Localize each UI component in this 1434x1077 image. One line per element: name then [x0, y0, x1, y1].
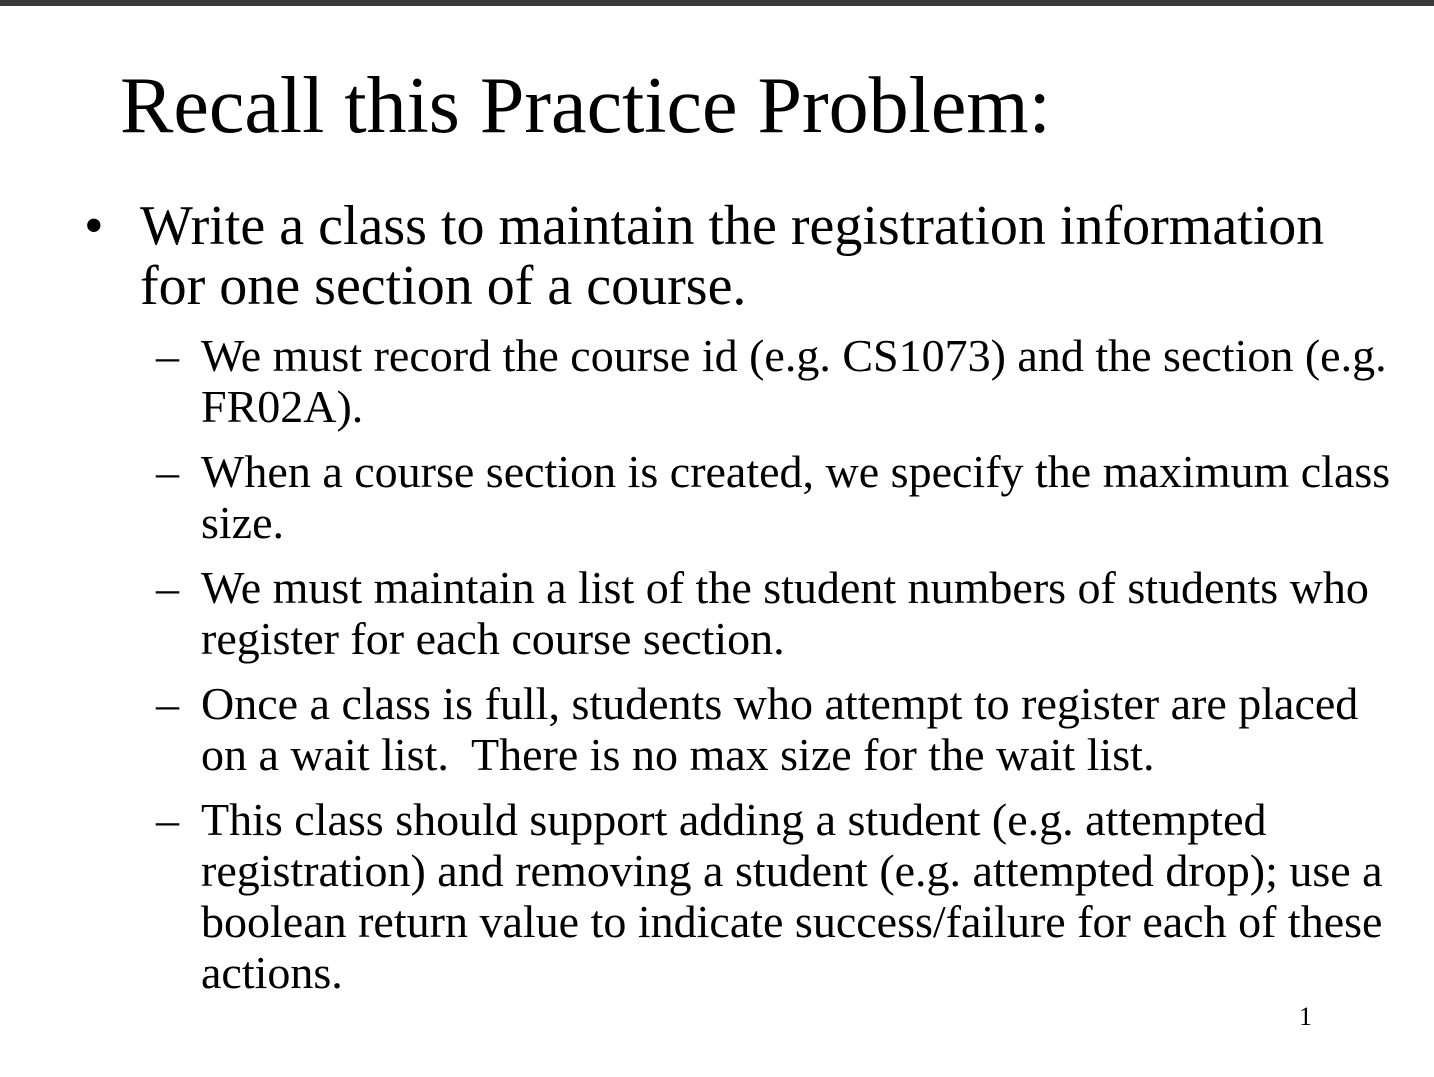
sub-bullet-text: Once a class is full, students who attempt to register are placed on a wait list. There is no max size for the wait list. — [201, 678, 1370, 780]
sub-bullet-text: We must record the course id (e.g. CS1073) and the section (e.g. FR02A). — [201, 330, 1399, 432]
sub-bullet-student-list — [156, 562, 1406, 664]
sub-bullet-list — [156, 330, 1406, 1012]
sub-bullet-add-remove — [156, 794, 1406, 998]
bullet-dot-icon: • — [84, 195, 104, 257]
slide-title: Recall this Practice Problem: — [120, 62, 1051, 150]
dash-icon: – — [156, 794, 179, 845]
dash-icon: – — [156, 678, 179, 729]
dash-icon: – — [156, 562, 179, 613]
dash-icon: – — [156, 330, 179, 381]
sub-bullet-text: This class should support adding a student (e.g. attempted registration) and removing a student (e.g. attempted drop); use a boolean return value to indicate success/failure for each of these actions. — [201, 794, 1395, 998]
sub-bullet-text: We must maintain a list of the student numbers of students who register for each course section. — [201, 562, 1381, 664]
dash-icon: – — [156, 446, 179, 497]
sub-bullet-course-id — [156, 330, 1406, 432]
page-number: 1 — [1299, 1002, 1312, 1031]
sub-bullet-text: When a course section is created, we specify the maximum class size. — [201, 446, 1402, 548]
sub-bullet-max-size — [156, 446, 1406, 548]
main-bullet-text: Write a class to maintain the registration information for one section of a course. — [140, 195, 1325, 317]
sub-bullet-wait-list — [156, 678, 1406, 780]
